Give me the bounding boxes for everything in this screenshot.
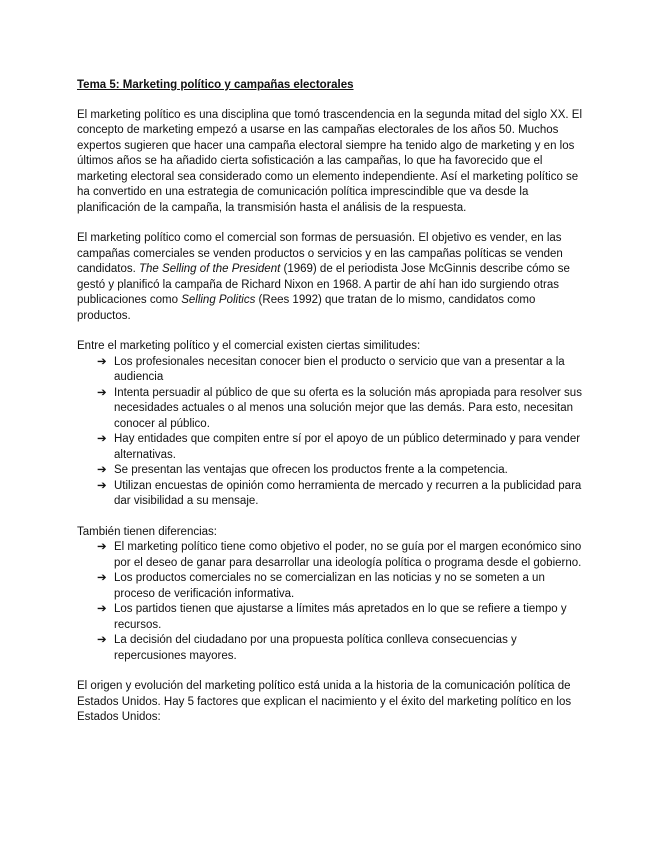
arrow-bullet-icon: ➔ bbox=[97, 433, 107, 445]
list-item bbox=[77, 479, 582, 510]
list-item bbox=[77, 386, 582, 433]
paragraph-persuasion bbox=[77, 231, 582, 324]
book-title-selling-president: The Selling of the President bbox=[139, 263, 281, 275]
list-item-text: Utilizan encuestas de opinión como herramienta de mercado y recurren a la publicidad para dar visibilidad a su mensaje. bbox=[114, 479, 582, 507]
list-item bbox=[77, 571, 582, 602]
list-item bbox=[77, 633, 582, 664]
page-title: Tema 5: Marketing político y campañas electorales bbox=[77, 79, 354, 91]
paragraph-persuasion-text-2: (1969) de el periodista Jose McGinnis describe cómo se gestó y planificó la campaña de Richard Nixon en 1968. A partir de ahí han ido surgiendo otras publicaciones como bbox=[77, 263, 570, 306]
list-item bbox=[77, 463, 582, 479]
list-item-text: El marketing político tiene como objetivo el poder, no se guía por el margen económico sino por el deseo de ganar para desarrollar una ideología política o programa desde el gobierno. bbox=[114, 541, 582, 569]
list-item-text: Intenta persuadir al público de que su oferta es la solución más apropiada para resolver sus necesidades actuales o al menos una solución mejor que las demás. Para esto, necesitan conocer al público. bbox=[114, 386, 582, 430]
differences-list bbox=[77, 540, 582, 664]
arrow-bullet-icon: ➔ bbox=[97, 386, 107, 399]
arrow-bullet-icon: ➔ bbox=[97, 464, 107, 476]
paragraph-intro: El marketing político es una disciplina que tomó trascendencia en la segunda mitad del siglo XX. El concepto de marketing empezó a usarse en las campañas electorales de los años 50. Muchos expertos sugieren que hacer una campaña electoral siempre ha tenido algo de marketing y en los últimos años se ha añadido cierta sofisticación a las campañas, lo que ha favorecido que el marketing electoral sea considerado como un elemento independiente. Así el marketing político se ha convertido en una estrategia de comunicación política imprescindible que va desde la planificación de la campaña, la transmisión hasta el análisis de la respuesta. bbox=[77, 108, 583, 214]
book-title-selling-politics: Selling Politics bbox=[181, 294, 256, 306]
paragraph-persuasion-text-1: El marketing político como el comercial son formas de persuasión. El objetivo es vender, en las campañas comerciales se venden productos o servicios y en las campañas políticas se venden candidatos. bbox=[77, 232, 563, 275]
list-item-text: Los partidos tienen que ajustarse a límites más apretados en lo que se refiere a tiempo y recursos. bbox=[114, 603, 567, 631]
list-item-text: La decisión del ciudadano por una propuesta política conlleva consecuencias y repercusiones mayores. bbox=[114, 634, 517, 662]
arrow-bullet-icon: ➔ bbox=[97, 572, 107, 584]
arrow-bullet-icon: ➔ bbox=[97, 603, 107, 615]
arrow-bullet-icon: ➔ bbox=[97, 634, 107, 646]
list-item-text: Hay entidades que compiten entre sí por el apoyo de un público determinado y para vender alternativas. bbox=[114, 433, 581, 461]
similarities-intro: Entre el marketing político y el comercial existen ciertas similitudes: bbox=[77, 340, 421, 352]
paragraph-origin: El origen y evolución del marketing político está unida a la historia de la comunicación política de Estados Unidos. Hay 5 factores que explican el nacimiento y el éxito del marketing político en los Estados Unidos: bbox=[77, 680, 572, 723]
arrow-bullet-icon: ➔ bbox=[97, 355, 107, 368]
differences-intro: También tienen diferencias: bbox=[77, 525, 217, 538]
list-item bbox=[77, 602, 582, 633]
list-item-text: Los profesionales necesitan conocer bien el producto o servicio que van a presentar a la audiencia bbox=[114, 355, 565, 383]
document-body bbox=[77, 78, 582, 741]
arrow-bullet-icon: ➔ bbox=[97, 479, 107, 492]
similarities-list bbox=[77, 355, 582, 510]
list-item-text: Se presentan las ventajas que ofrecen los productos frente a la competencia. bbox=[114, 464, 508, 476]
list-item bbox=[77, 432, 582, 463]
list-item bbox=[77, 540, 582, 571]
arrow-bullet-icon: ➔ bbox=[97, 541, 107, 553]
paragraph-persuasion-text-3: (Rees 1992) que tratan de lo mismo, candidatos como productos. bbox=[77, 294, 536, 322]
list-item bbox=[77, 355, 582, 386]
list-item-text: Los productos comerciales no se comercializan en las noticias y no se someten a un proceso de verificación informativa. bbox=[114, 572, 545, 600]
